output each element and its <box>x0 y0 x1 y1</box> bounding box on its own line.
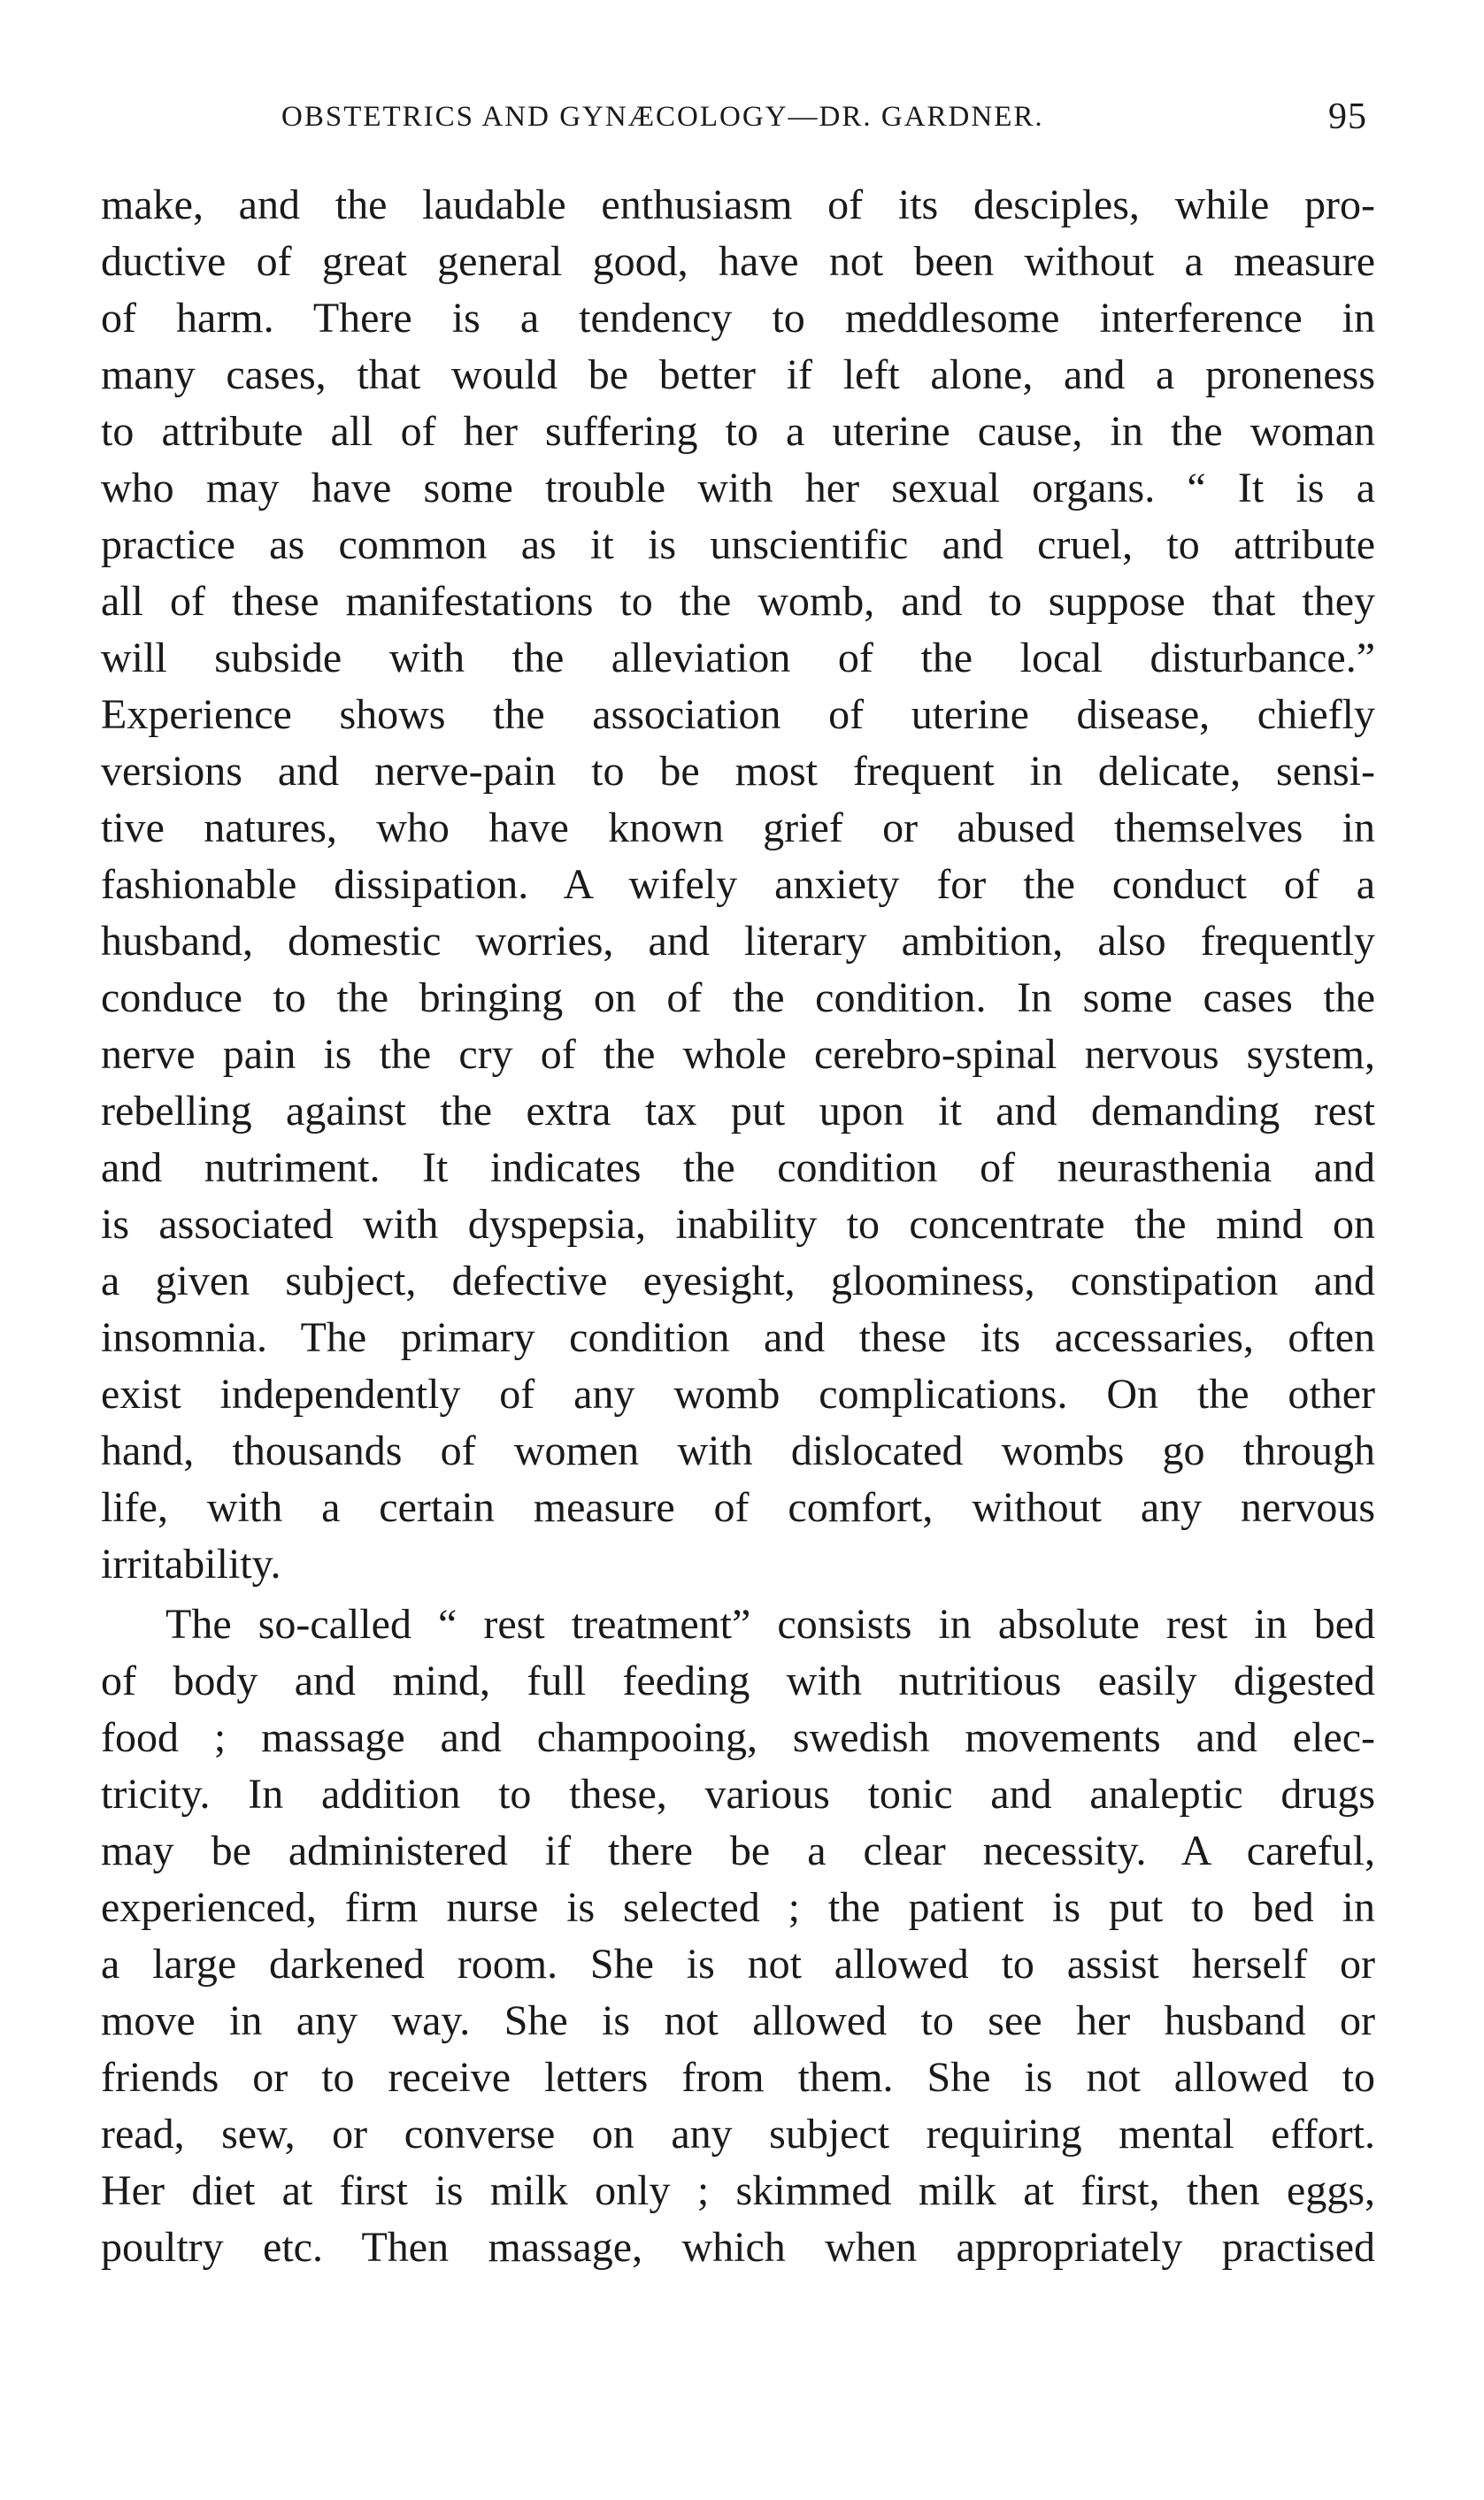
text-line: of body and mind, full feeding with nutritious easily digested <box>101 1658 1375 1704</box>
text-line: move in any way. She is not allowed to see her husband or <box>101 1997 1375 2044</box>
text-line: poultry etc. Then massage, which when appropriately practised <box>101 2224 1375 2271</box>
text-line: life, with a certain measure of comfort, without any nervous <box>101 1484 1375 1531</box>
text-line: conduce to the bringing on of the condition. In some cases the <box>101 974 1375 1021</box>
text-line: Experience shows the association of uterine disease, chiefly <box>101 691 1375 738</box>
text-line: experienced, firm nurse is selected ; the patient is put to bed in <box>101 1884 1375 1931</box>
text-line: rebelling against the extra tax put upon it and demanding rest <box>101 1088 1375 1135</box>
text-line: friends or to receive letters from them. She is not allowed to <box>101 2054 1375 2101</box>
text-line: of harm. There is a tendency to meddlesome interference in <box>101 295 1375 342</box>
text-line: tricity. In addition to these, various tonic and analeptic drugs <box>101 1771 1375 1818</box>
text-line: all of these manifestations to the womb, and to suppose that they <box>101 578 1375 625</box>
running-title: OBSTETRICS AND GYNÆCOLOGY—DR. GARDNER. <box>281 101 1044 133</box>
page-number: 95 <box>1328 96 1367 137</box>
text-line: may be administered if there be a clear necessity. A careful, <box>101 1827 1375 1874</box>
text-line: is associated with dyspepsia, inability to concentrate the mind on <box>101 1201 1375 1248</box>
text-line: tive natures, who have known grief or abused themselves in <box>101 804 1375 851</box>
text-line: exist independently of any womb complications. On the other <box>101 1371 1375 1418</box>
running-head <box>281 90 1367 143</box>
text-line: make, and the laudable enthusiasm of its desciples, while pro- <box>101 181 1375 228</box>
text-line: practice as common as it is unscientific and cruel, to attribute <box>101 521 1375 568</box>
text-line: who may have some trouble with her sexual organs. “ It is a <box>101 465 1375 512</box>
text-line: will subside with the alleviation of the local disturbance.” <box>101 635 1375 681</box>
text-line: many cases, that would be better if left alone, and a proneness <box>101 351 1375 398</box>
text-line: hand, thousands of women with dislocated wombs go through <box>101 1427 1375 1474</box>
text-line: husband, domestic worries, and literary ambition, also frequently <box>101 918 1375 965</box>
text-line: versions and nerve-pain to be most frequent in delicate, sensi- <box>101 748 1375 795</box>
text-line: to attribute all of her suffering to a uterine cause, in the woman <box>101 408 1375 455</box>
text-line: insomnia. The primary condition and these its accessaries, often <box>101 1314 1375 1361</box>
text-line: irritability. <box>101 1541 281 1588</box>
text-line: read, sew, or converse on any subject requiring mental effort. <box>101 2111 1375 2158</box>
body-text <box>101 177 1375 2276</box>
text-line: ductive of great general good, have not been without a measure <box>101 238 1375 285</box>
text-line: Her diet at first is milk only ; skimmed milk at first, then eggs, <box>101 2167 1375 2214</box>
text-line: and nutriment. It indicates the condition of neurasthenia and <box>101 1144 1375 1191</box>
text-line: nerve pain is the cry of the whole cerebro-spinal nervous system, <box>101 1031 1375 1078</box>
text-line: food ; massage and champooing, swedish movements and elec- <box>101 1714 1375 1761</box>
text-line: a given subject, defective eyesight, gloominess, constipation and <box>101 1258 1375 1304</box>
text-line: fashionable dissipation. A wifely anxiety for the conduct of a <box>101 861 1375 908</box>
text-line: a large darkened room. She is not allowed to assist herself or <box>101 1941 1375 1988</box>
text-line: The so-called “ rest treatment” consists in absolute rest in bed <box>165 1601 1375 1648</box>
